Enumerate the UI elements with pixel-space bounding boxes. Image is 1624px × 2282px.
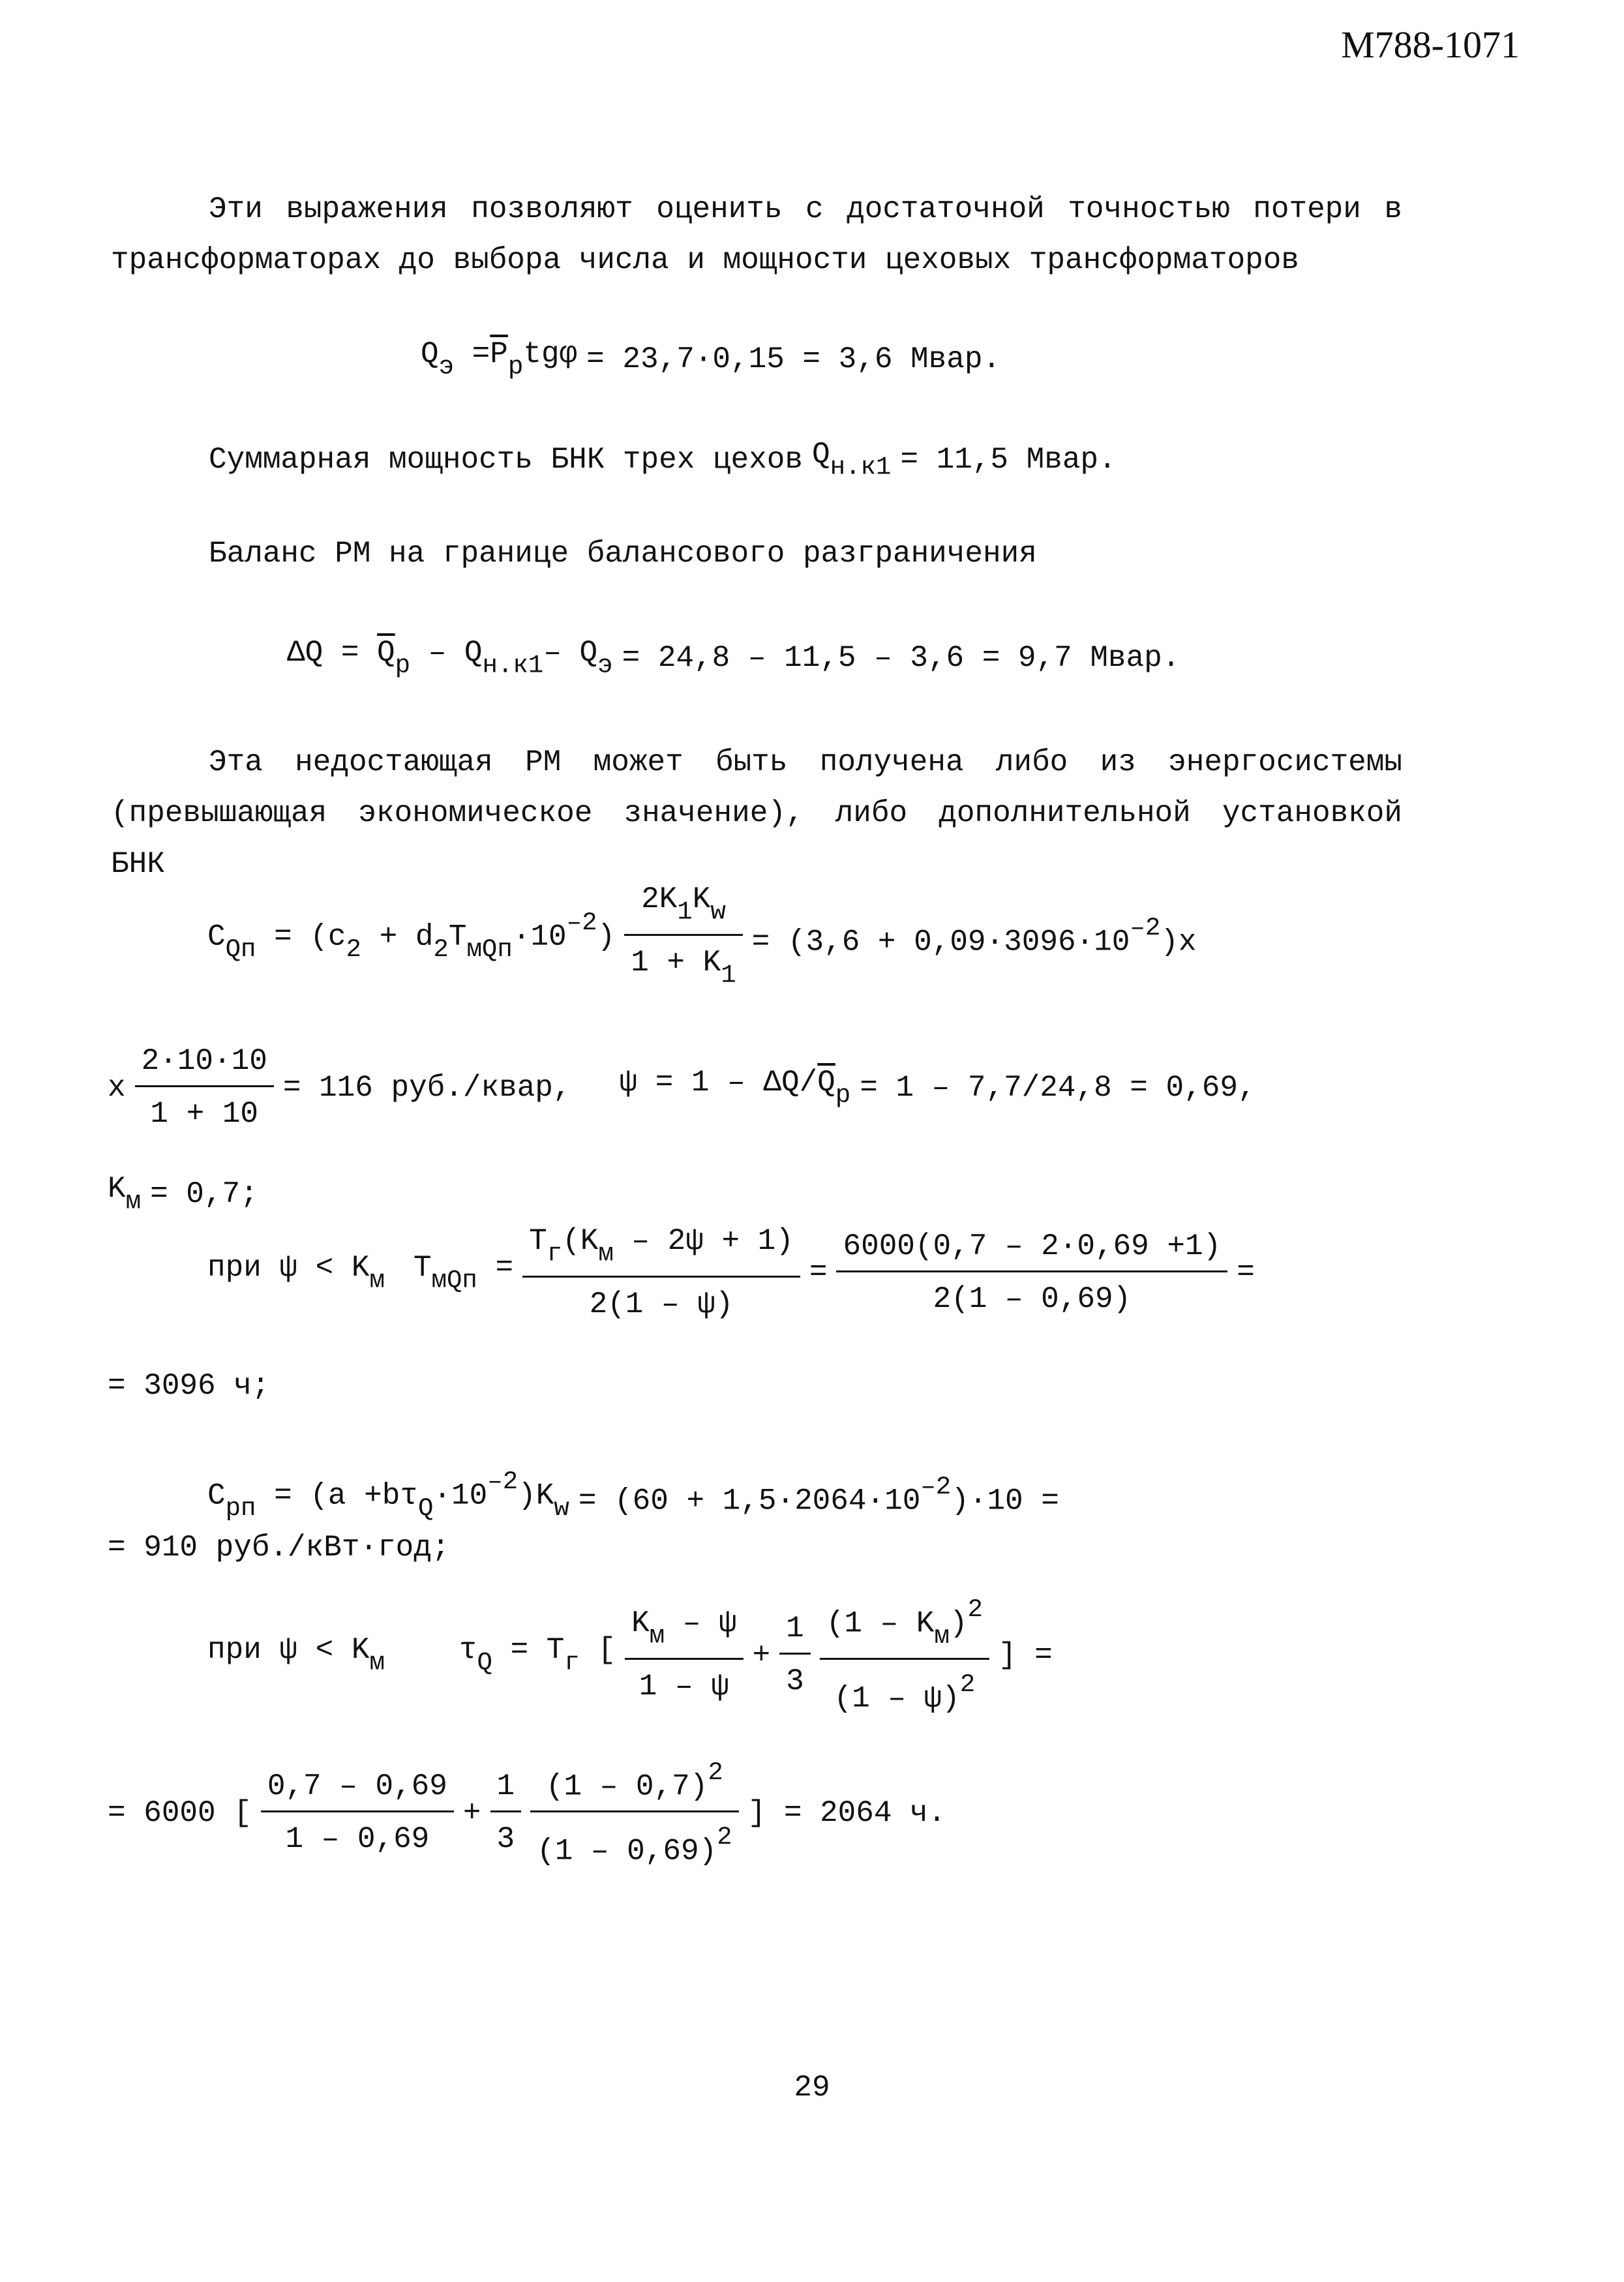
result-910: = 910 руб./кВт·год; [108, 1531, 450, 1565]
equation-c-qp-rhs: = (3,6 + 0,09·3096·10 [751, 925, 1130, 959]
fraction-k-w: $\frac{2K_1K_w}{1 + K_1}$ [624, 884, 742, 987]
km-value: = 0,7; [150, 1177, 258, 1211]
balance-heading: Баланс РМ на границе балансового разграничения [209, 537, 1037, 571]
equation-delta-q: $\Delta Q = \overline{Q}_р - Q_{н.к1}-$ $Q_э$ = 24,8 – 11,5 – 3,6 = 9,7 Мвар. [287, 636, 1180, 680]
equation-delta-q-rhs: = 24,8 – 11,5 – 3,6 = 9,7 Мвар. [622, 640, 1180, 675]
tau-den-1: 1 – 0,69 [285, 1822, 430, 1857]
t-mqp-numerator: 6000(0,7 – 2·0,69 +1) [843, 1229, 1222, 1263]
equation-c-qp: $C_{Qп} = (c_2 + d_2T_{мQп}\cdot 10^{-2})$ $\frac{2K_1K_w}{1 + K_1}$ = $(3,6 + 0,09\cdot 3096\cdot 10^{-2})x$ [207, 882, 1197, 990]
equation-km: $K_м$ = 0,7; [108, 1172, 258, 1216]
psi-result: = 1 – 7,7/24,8 = 0,69, [860, 1070, 1256, 1105]
tau-den-2: (1 – 0,69) [537, 1834, 717, 1869]
equation-c-rp-tail: )·10 = [951, 1484, 1059, 1518]
condition-psi-lt-km: при ψ < K [207, 1250, 370, 1285]
fraction-den: 1 + 10 [150, 1097, 259, 1131]
paragraph-1-text: Эти выражения позволяют оценить с достаточной точностью потери в трансформаторах до выбора числа и мощности цеховых трансформаторов [111, 192, 1402, 277]
bnk-total-value: = 11,5 Мвар. [900, 442, 1117, 477]
tau-num-1: 0,7 – 0,69 [267, 1769, 447, 1804]
fraction-km-squared: $\frac{(1 - K_м)^2}{(1 - \psi)^2}$ [820, 1597, 989, 1714]
fraction-km-psi: $\frac{K_м - \psi}{1 - \psi}$ [625, 1608, 743, 1702]
t-mqp-denominator: 2(1 – 0,69) [933, 1282, 1132, 1316]
equation-t-mqp: при $\psi < K_м$ $T_{мQп}$ = $\frac{T_г(K_м - 2\psi + 1)}{2(1 - \psi)}$ = $\frac{6000(0,7 - 2\cdot 0,69 +1)}{2(1 - 0,69)}$ = [207, 1224, 1255, 1321]
fraction-tau-2: $\frac{(1 - 0,7)^2}{(1 - 0,69)^2}$ [530, 1760, 739, 1867]
equation-result-116: x $\frac{2\cdot 10\cdot 10}{1 + 10}$ = 116 руб./квар, $\psi = 1 - \Delta Q/\overline{Q}_р$ = 1 – 7,7/24,8 = 0,69, [108, 1044, 1256, 1131]
document-code: M788-1071 [1341, 23, 1520, 66]
equation-q-e: $Q_э =\overline{P}_рtg\varphi$ = 23,7·0,15 = 3,6 Мвар. [421, 337, 1001, 382]
equation-q-e-rhs: = 23,7·0,15 = 3,6 Мвар. [586, 342, 1001, 376]
result-2064: ] = 2064 ч. [747, 1795, 946, 1830]
fraction-one-third: $\frac{1}{3}$ [779, 1614, 811, 1696]
fraction-2-10-10 [135, 1046, 274, 1129]
equation-tau-numeric: = 6000 [ $\frac{0,7 - 0,69}{1 - 0,69}$ + $\frac{1}{3}$ $\frac{(1 - 0,7)^2}{(1 - 0,69)^2}$ ] = 2064 ч. [108, 1758, 946, 1869]
equation-tau-q: при $\psi < K_м$ $\tau_Q = T_г$ [ $\frac{K_м - \psi}{1 - \psi}$ + $\frac{1}{3}$ $\frac{(1 - K_м)^2}{(1 - \psi)^2}$ ] = [207, 1595, 1053, 1716]
fraction-t-mqp-formula: $\frac{T_г(K_м - 2\psi + 1)}{2(1 - \psi)}$ [522, 1226, 800, 1319]
paragraph-1 [111, 184, 1402, 286]
paragraph-4-text: Эта недостающая РМ может быть получена либо из энергосистемы (превышающая экономическое значение), либо дополнительной установкой БНК [111, 745, 1402, 881]
fraction-tau-1 [261, 1769, 454, 1857]
bnk-total-text: Суммарная мощность БНК трех цехов [209, 442, 803, 477]
result-116: = 116 руб./квар, [282, 1070, 571, 1105]
equation-c-rp: $C_{рп} = (a +b\tau_Q\cdot 10^{-2})K_w$ = $(60 + 1,5\cdot 2064\cdot 10^{-2})\cdot 10$ = [207, 1467, 1059, 1524]
fraction-t-mqp-numeric [836, 1231, 1227, 1314]
tau-lead: = 6000 [ [108, 1795, 252, 1830]
equation-c-qp-tail: )x [1160, 925, 1197, 959]
equation-c-rp-rhs: = (60 + 1,5·2064·10 [578, 1484, 921, 1518]
paragraph-4 [111, 737, 1402, 890]
page-number: 29 [794, 2071, 830, 2105]
fraction-tau-third: $\frac{1}{3}$ [490, 1771, 522, 1854]
condition-psi-lt-km-2: при ψ < K [207, 1632, 370, 1667]
result-3096: = 3096 ч; [108, 1369, 270, 1403]
bnk-total-line: Суммарная мощность БНК трех цехов $Q_{н.к1}$ = 11,5 Мвар. [209, 438, 1117, 482]
fraction-num: 2·10·10 [141, 1044, 267, 1078]
tau-num-2: (1 – 0,7) [545, 1769, 708, 1804]
